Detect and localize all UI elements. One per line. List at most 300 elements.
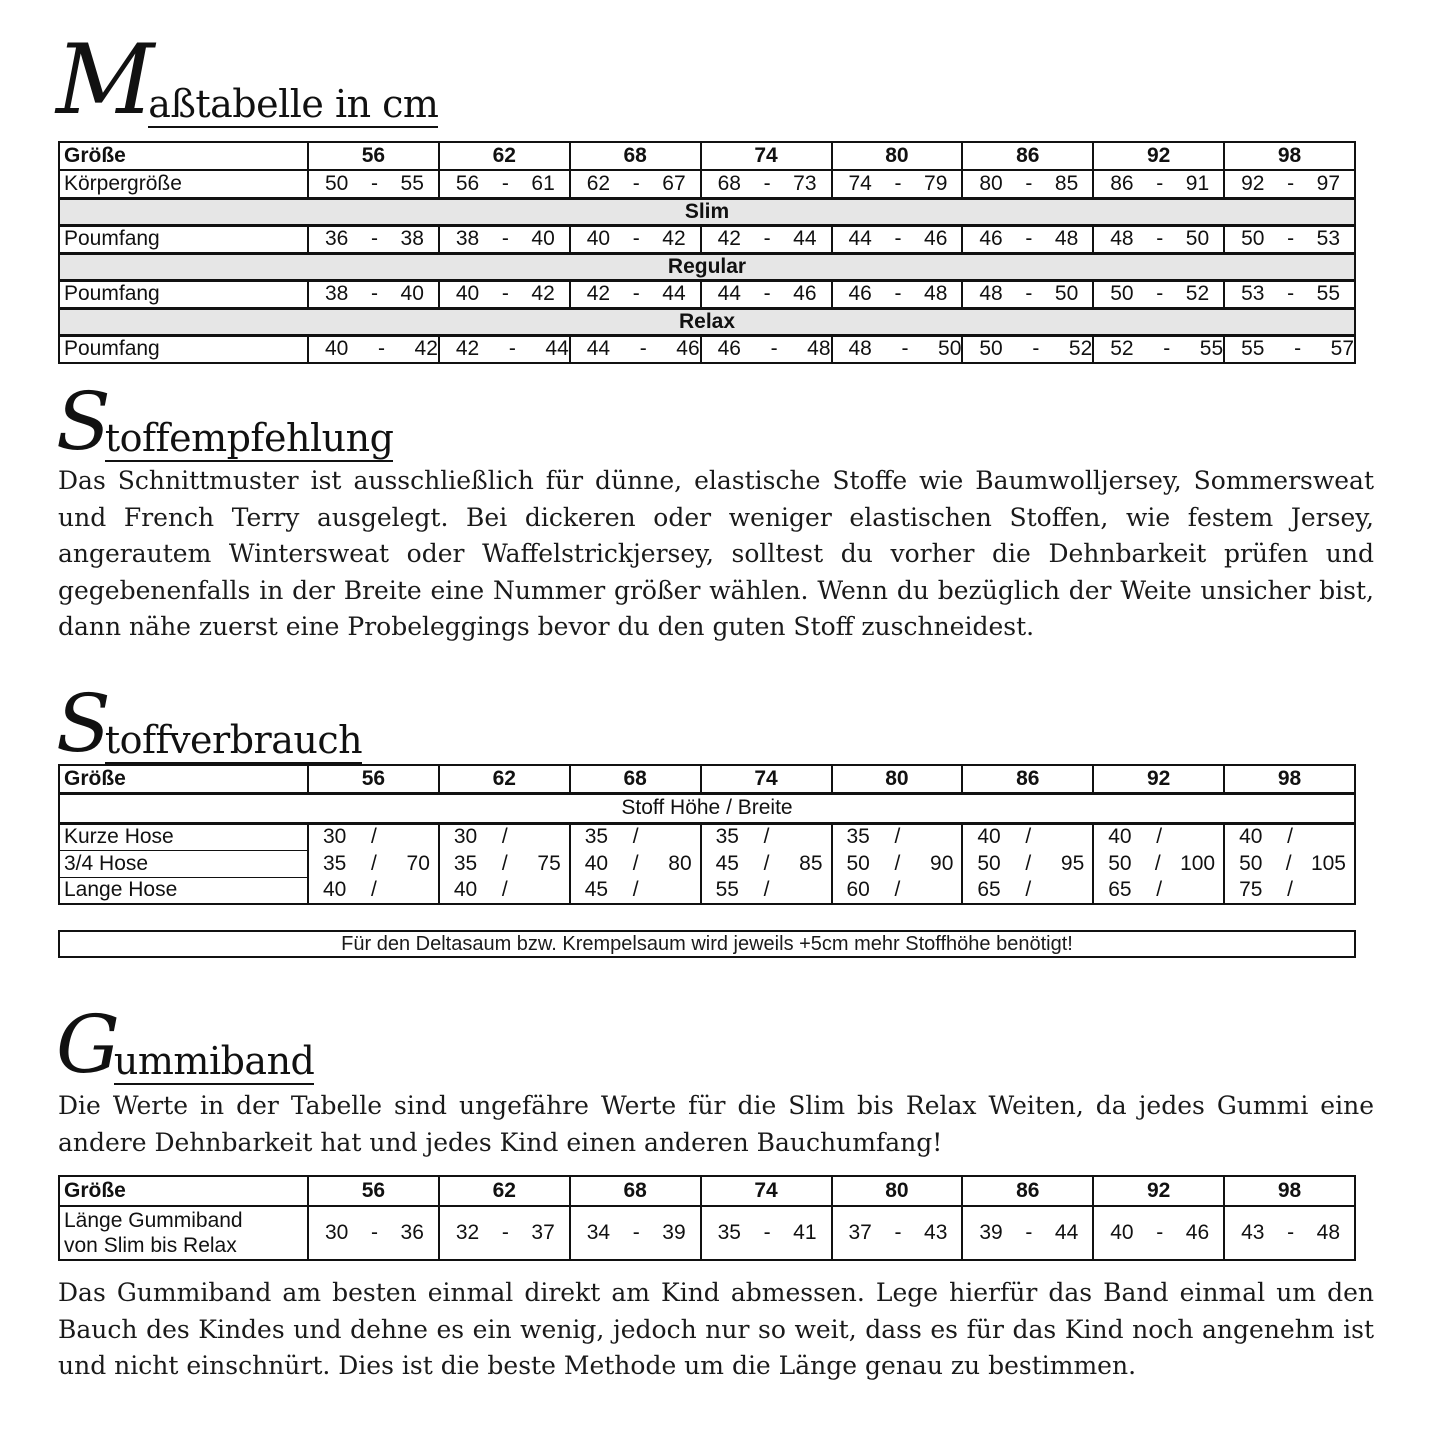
heading-text: toffempfehlung [104,416,394,461]
range-value [309,172,438,196]
fabric-value [440,852,569,876]
size-header-row [59,765,1355,793]
heading-text: toffverbrauch [104,718,363,763]
fabric-height: 65 [977,878,1001,901]
size-label: Größe [64,766,126,790]
range-cell [1093,335,1224,363]
fabric-row [59,877,1355,904]
range-from: 48 [848,337,872,361]
fit-band-cell: Slim [59,198,1355,225]
range-value [309,1221,438,1245]
fabric-slash: / [763,851,770,875]
size-cell: 62 [439,765,570,793]
range-to: 55 [400,171,424,195]
fabric-row [59,850,1355,877]
range-cell [1224,335,1355,363]
range-value [440,1221,569,1245]
range-value [1094,227,1223,251]
fabric-height: 35 [584,825,609,849]
range-dash: - [1287,1221,1295,1244]
fabric-cell [570,823,701,850]
fabric-value [833,852,962,876]
size-cell: 98 [1224,765,1355,793]
size-cell: 80 [832,142,963,170]
range-to: 42 [531,282,555,305]
range-cell [1093,170,1224,198]
range-to: 50 [1054,282,1079,305]
size-cell: 68 [570,765,701,793]
heading-initial: S [56,677,111,770]
elastic-row [59,1206,1355,1260]
range-from: 53 [1241,282,1265,305]
range-dash: - [894,227,902,250]
range-value [1094,172,1223,196]
row-label-line1: Länge Gummiband [64,1209,243,1232]
range-value [833,227,962,251]
range-from: 35 [717,1221,741,1244]
heading-initial: G [56,998,120,1091]
fabric-cell [308,850,439,877]
size-cell: 92 [1093,142,1224,170]
row-label-cell [59,823,308,850]
size-cell: 92 [1093,765,1224,793]
fabric-cell [1224,823,1355,850]
range-from: 50 [979,337,1003,361]
range-from: 46 [848,282,872,305]
fabric-value [963,852,1092,876]
fabric-value [702,825,831,849]
range-to: 50 [1185,227,1210,250]
row-label-cell [59,225,308,253]
range-from: 46 [717,337,741,361]
fabric-cell [1093,823,1224,850]
range-dash: - [501,171,509,195]
row-label-cell [59,280,308,308]
range-dash: - [501,1221,509,1244]
range-cell [570,225,701,253]
fabric-value [1094,852,1223,876]
fit-band-row [59,253,1355,280]
fabric-slash: / [371,878,377,901]
fabric-height: 30 [323,825,347,849]
fabric-cell [1093,850,1224,877]
range-from: 50 [1110,282,1134,305]
fabric-slash: / [894,851,901,875]
fabric-value [1225,825,1354,849]
range-cell [1224,1206,1355,1260]
fabric-width: 100 [1180,851,1216,875]
fabric-cell [832,877,963,904]
range-from: 48 [979,282,1003,305]
fabric-height: 40 [584,851,609,875]
range-from: 38 [455,227,480,250]
range-to: 46 [924,227,948,250]
range-from: 40 [586,227,611,250]
range-cell [308,1206,439,1260]
range-value [1094,1221,1223,1245]
fabric-height: 40 [977,825,1001,849]
range-cell [439,225,570,253]
fabric-height: 65 [1108,878,1132,901]
fabric-value [1225,878,1354,902]
subheader-row [59,793,1355,823]
size-cell: 92 [1093,1176,1224,1206]
range-value [963,337,1092,361]
fabric-cell [832,850,963,877]
range-from: 40 [325,337,349,361]
row-label-cell [59,335,308,363]
elastic-outro-text: Das Gummiband am besten einmal direkt am Kind abmessen. Lege hierfür das Band einmal um den Bauch des Kindes und dehne es ein wenig, jedoch nur so weit, dass es für das Kind noch angenehm ist und nicht einschnürt. Dies ist die beste Methode um die Länge genau zu bestimmen. [58,1278,1374,1380]
range-dash: - [1156,171,1164,195]
range-cell [439,1206,570,1260]
fabric-value [309,852,438,876]
fabric-height: 60 [846,878,870,901]
range-value [833,282,962,306]
range-from: 56 [455,171,480,195]
range-dash: - [901,337,909,361]
fabric-cell [439,823,570,850]
size-table [58,141,1356,364]
fabric-consumption-table [58,764,1356,905]
range-dash: - [501,227,509,250]
fabric-slash: / [1287,878,1293,901]
fabric-cell [962,850,1093,877]
range-to: 48 [807,337,831,361]
range-cell [570,280,701,308]
fabric-height: 40 [453,878,478,901]
fabric-slash: / [763,825,770,849]
fabric-slash: / [501,878,508,901]
range-value [833,172,962,196]
fabric-cell [832,823,963,850]
fabric-slash: / [371,825,377,849]
range-cell [962,280,1093,308]
size-cell: 56 [308,765,439,793]
fabric-value [833,825,962,849]
range-value [1094,282,1223,306]
fabric-slash: / [1285,851,1292,875]
fabric-value [571,825,700,849]
range-dash: - [1156,282,1164,305]
fabric-cell [962,823,1093,850]
range-dash: - [632,171,640,195]
range-cell [832,280,963,308]
range-value [963,1221,1092,1245]
range-dash: - [1156,227,1164,250]
fabric-cell [439,850,570,877]
range-to: 37 [531,1221,555,1244]
range-value [963,227,1092,251]
fabric-cell [308,877,439,904]
row-label: Poumfang [64,227,160,250]
row-label: Poumfang [64,282,160,305]
range-dash: - [370,1221,378,1244]
range-cell [308,170,439,198]
hip-row [59,225,1355,253]
fabric-width [790,878,831,902]
fabric-slash: / [894,878,901,901]
range-dash: - [1294,337,1302,361]
fabric-height: 55 [715,878,739,901]
range-dash: - [508,337,516,361]
fabric-value [963,878,1092,902]
range-to: 36 [400,1221,424,1244]
size-cell: 56 [308,142,439,170]
range-value [833,1221,962,1245]
fabric-slash: / [632,825,639,849]
fabric-slash: / [1154,851,1161,875]
elastic-length-table [58,1175,1356,1261]
fabric-width: 105 [1310,851,1346,875]
range-from: 50 [1241,227,1265,250]
range-value [440,282,569,306]
hip-row [59,335,1355,363]
range-dash: - [370,282,378,305]
range-dash: - [763,171,771,195]
fabric-cell [439,877,570,904]
range-cell [832,335,963,363]
size-cell: 74 [701,1176,832,1206]
fabric-width [528,878,569,902]
elastic-intro-text: Die Werte in der Tabelle sind ungefähre Werte für die Slim bis Relax Weiten, da jedes Gummi eine andere Dehnbarkeit hat und jedes Kind einen anderen Bauchumfang! [58,1091,1374,1157]
size-cell: 80 [832,765,963,793]
range-dash: - [501,282,509,305]
range-dash: - [1025,282,1033,305]
row-label: Lange Hose [64,878,178,902]
fabric-height: 40 [1239,825,1263,849]
heading-text: ummiband [113,1039,315,1084]
range-from: 39 [979,1221,1003,1244]
range-dash: - [763,1221,771,1244]
range-value [440,227,569,251]
range-cell [1224,225,1355,253]
range-value [702,282,831,306]
range-dash: - [370,227,378,250]
fabric-width [397,878,438,902]
heading-stoffempfehlung [56,362,394,468]
fabric-slash: / [632,851,639,875]
range-from: 42 [455,337,480,361]
fabric-cell [962,877,1093,904]
range-dash: - [632,282,640,305]
fabric-slash: / [1025,825,1032,849]
fabric-width [921,878,962,902]
row-label: Körpergröße [64,171,182,195]
fabric-width: 85 [799,851,823,875]
fit-band-cell: Relax [59,308,1355,335]
size-cell: 98 [1224,1176,1355,1206]
range-value [571,1221,700,1245]
fabric-width [1182,825,1223,849]
fabric-height: 40 [323,878,347,901]
range-cell [701,335,832,363]
fabric-height: 40 [1108,825,1132,849]
fabric-width: 95 [1060,851,1085,875]
range-dash: - [1025,171,1033,195]
range-to: 44 [662,282,686,305]
fabric-cell [1224,850,1355,877]
range-value [309,227,438,251]
heading-stoffverbrauch [56,664,363,770]
fabric-width: 75 [537,851,561,875]
range-value [963,172,1092,196]
fabric-value [440,878,569,902]
range-to: 42 [662,227,686,250]
range-to: 52 [1068,337,1093,361]
hip-row [59,280,1355,308]
fabric-height: 35 [846,825,870,849]
range-to: 43 [924,1221,948,1244]
row-label-cell [59,1206,308,1260]
range-dash: - [763,227,771,250]
size-label: Größe [64,1179,126,1202]
fabric-slash: / [501,825,508,849]
fabric-height: 50 [1239,851,1263,875]
range-dash: - [1025,1221,1033,1244]
range-cell [439,335,570,363]
range-to: 91 [1185,171,1210,195]
fabric-recommendation-text: Das Schnittmuster ist ausschließlich für dünne, elastische Stoffe wie Baumwolljersey, Sommersweat und French Terry ausgelegt. Bei dickeren oder weniger elastischen Stoffen, wie festem Jersey, angerautem Wintersweat oder Waffelstrickjersey, solltest du vorher die Dehnbarkeit prüfen und gegebenenfalls in der Breite eine Nummer größer wählen. Wenn du bezüglich der Weite unsicher bist, dann nähe zuerst eine Probeleggings bevor du den guten Stoff zuschneidest. [58,466,1374,641]
size-cell: 98 [1224,142,1355,170]
fabric-cell [1093,877,1224,904]
range-from: 44 [717,282,741,305]
size-label-cell [59,1176,308,1206]
range-to: 48 [924,282,948,305]
range-dash: - [1287,171,1295,195]
range-from: 48 [1110,227,1134,250]
size-label-cell [59,765,308,793]
range-to: 50 [938,337,962,361]
range-dash: - [894,1221,902,1244]
range-value [571,227,700,251]
range-from: 80 [979,171,1003,195]
fabric-width [1182,878,1223,902]
range-to: 46 [676,337,700,361]
fabric-height: 45 [584,878,609,901]
range-to: 39 [662,1221,686,1244]
fabric-slash: / [1156,825,1163,849]
fabric-width: 70 [406,851,430,875]
range-cell [832,1206,963,1260]
range-cell [1093,280,1224,308]
range-cell [701,1206,832,1260]
range-from: 32 [455,1221,480,1244]
range-dash: - [632,1221,640,1244]
size-cell: 74 [701,142,832,170]
fabric-height: 50 [977,851,1001,875]
range-from: 46 [979,227,1003,250]
range-value [1225,1221,1354,1245]
range-cell [962,1206,1093,1260]
range-from: 52 [1110,337,1134,361]
fabric-row [59,823,1355,850]
fabric-cell [308,823,439,850]
range-to: 46 [793,282,817,305]
fabric-height: 50 [1108,851,1132,875]
range-value [571,282,700,306]
range-value [702,337,831,361]
range-dash: - [632,227,640,250]
fabric-height: 30 [453,825,478,849]
fabric-width [1051,878,1092,902]
heading-gummiband [56,985,315,1091]
fabric-value [440,825,569,849]
range-cell [570,1206,701,1260]
range-value [833,337,962,361]
hem-note: Für den Deltasaum bzw. Krempelsaum wird jeweils +5cm mehr Stoffhöhe benötigt! [58,930,1356,958]
fabric-width [790,825,831,849]
range-to: 48 [1316,1221,1340,1244]
range-from: 62 [586,171,611,195]
range-value [1225,227,1354,251]
fabric-height: 35 [453,851,478,875]
fabric-cell [570,877,701,904]
range-from: 92 [1241,171,1265,195]
size-header-row [59,142,1355,170]
fabric-width [1313,825,1354,849]
range-to: 53 [1316,227,1340,250]
fabric-width [659,878,700,902]
fabric-width [1051,825,1092,849]
size-label-cell [59,142,308,170]
range-value [963,282,1092,306]
range-dash: - [770,337,778,361]
fabric-value [571,878,700,902]
range-to: 52 [1185,282,1210,305]
fit-band-cell: Regular [59,253,1355,280]
range-cell [701,280,832,308]
range-from: 74 [848,171,872,195]
range-dash: - [1156,1221,1164,1244]
fabric-value [571,852,700,876]
range-cell [308,335,439,363]
range-cell [832,225,963,253]
range-from: 40 [455,282,480,305]
range-cell [962,335,1093,363]
fabric-slash: / [894,825,901,849]
row-label-cell [59,850,308,877]
range-to: 48 [1054,227,1079,250]
fabric-value [702,878,831,902]
range-to: 42 [414,337,438,361]
range-from: 44 [848,227,872,250]
range-to: 55 [1199,337,1224,361]
range-to: 44 [1054,1221,1079,1244]
range-from: 34 [586,1221,611,1244]
range-value [702,1221,831,1245]
fabric-height: 50 [846,851,870,875]
range-cell [701,225,832,253]
fabric-width [1313,878,1354,902]
fabric-cell [701,877,832,904]
fabric-slash: / [1025,878,1032,901]
size-label: Größe [64,144,126,167]
size-cell: 62 [439,142,570,170]
range-from: 37 [848,1221,872,1244]
row-label-cell [59,170,308,198]
fit-band-row [59,198,1355,225]
range-value [702,227,831,251]
size-cell: 74 [701,765,832,793]
range-to: 40 [531,227,555,250]
range-cell [962,170,1093,198]
range-value [1225,337,1354,361]
range-value [571,337,700,361]
range-to: 55 [1316,282,1340,305]
range-to: 44 [793,227,817,250]
fabric-cell [701,850,832,877]
fabric-cell [1224,877,1355,904]
